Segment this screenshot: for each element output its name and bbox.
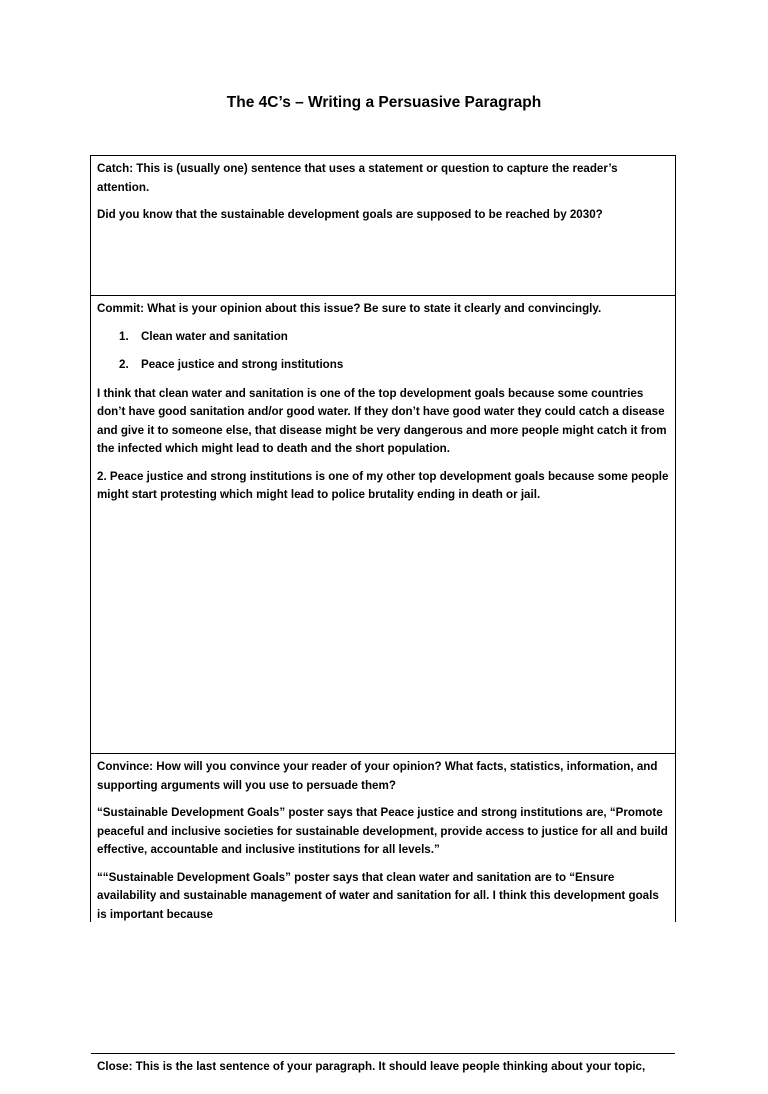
convince-prompt: Convince: How will you convince your reader of your opinion? What facts, statistics, information, and supporting arguments will you use to persuade them? — [97, 760, 658, 792]
list-item-number: 2. — [119, 358, 129, 371]
catch-prompt: Catch: This is (usually one) sentence that uses a statement or question to capture the reader’s attention. — [97, 162, 618, 194]
close-prompt: Close: This is the last sentence of your paragraph. It should leave people thinking about your topic, — [97, 1060, 646, 1073]
four-c-table — [90, 155, 676, 1073]
commit-paragraph-1: I think that clean water and sanitation is one of the top development goals because some countries don’t have good sanitation and/or good water. If they don’t have good water they could catch a disease and give it to someone else, that disease might be very dangerous and more people might catch it from the infected which might lead to death and the short population. — [97, 386, 667, 455]
document-title: The 4C’s – Writing a Persuasive Paragraph — [226, 94, 542, 111]
list-item-text: Clean water and sanitation — [141, 329, 288, 343]
convince-paragraph-2: ““Sustainable Development Goals” poster says that clean water and sanitation are to “Ensure availability and sustainable management of water and sanitation for all. I think this development goals is important because — [97, 870, 659, 921]
list-item-text: Peace justice and strong institutions — [141, 358, 344, 371]
commit-paragraph-2: 2. Peace justice and strong institutions is one of my other top development goals because some people might start protesting which might lead to police brutality ending in death or jail. — [97, 469, 669, 501]
list-item-number: 1. — [119, 329, 129, 343]
list-item — [97, 328, 669, 347]
convince-paragraph-1: “Sustainable Development Goals” poster says that Peace justice and strong institutions are, “Promote peaceful and inclusive societies for sustainable development, provide access to justice for all and build effective, accountable and inclusive institutions for all levels.” — [97, 806, 668, 856]
convince-section — [91, 754, 675, 1054]
commit-goal-list — [97, 328, 669, 375]
commit-section — [91, 296, 675, 754]
list-item — [97, 356, 669, 375]
catch-answer: Did you know that the sustainable development goals are supposed to be reached by 2030? — [97, 208, 603, 221]
catch-section — [91, 156, 675, 296]
close-section — [91, 1054, 675, 1094]
commit-prompt: Commit: What is your opinion about this issue? Be sure to state it clearly and convincingly. — [97, 302, 602, 315]
